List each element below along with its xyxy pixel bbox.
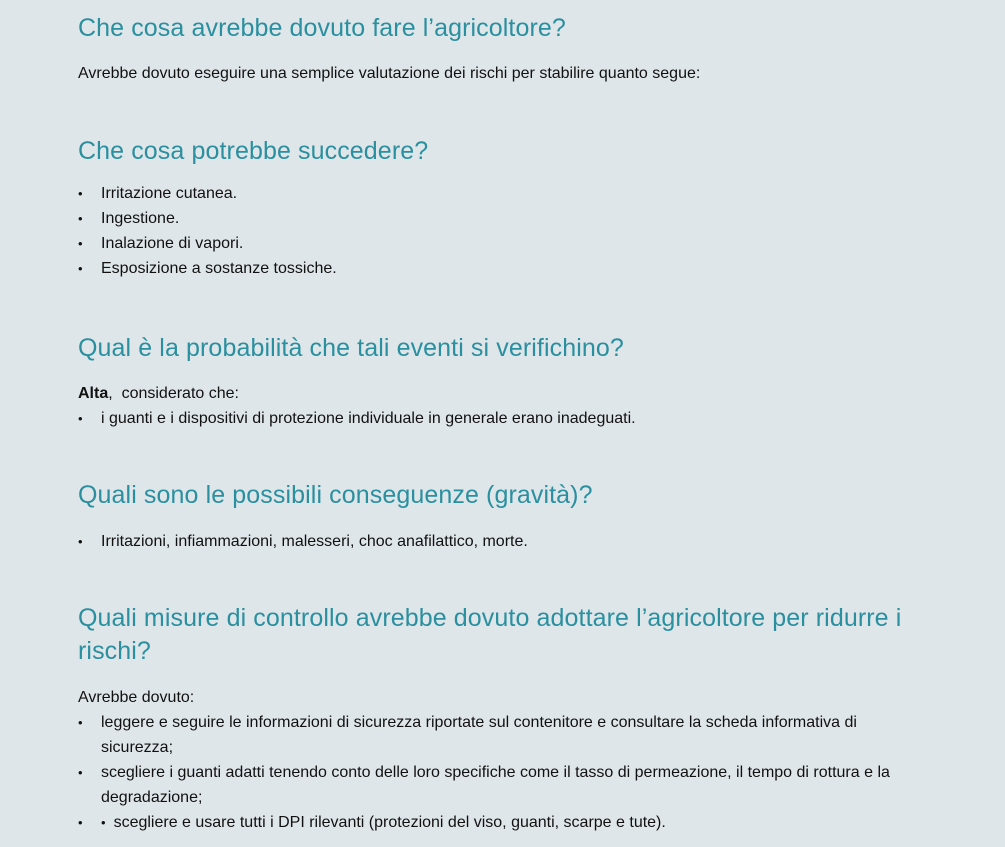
- section-heading: Quali misure di controllo avrebbe dovuto adottare l’agricoltore per ridurre i rischi?: [78, 604, 902, 665]
- probability-lead-rest: , considerato che:: [108, 385, 239, 402]
- probability-lead: [78, 381, 915, 406]
- bullet-list: [78, 406, 915, 431]
- section-control-measures: [78, 602, 915, 835]
- list-item: • Irritazioni, infiammazioni, malesseri, choc anafilattico, morte.: [78, 529, 915, 554]
- section-intro-text: Avrebbe dovuto:: [78, 689, 195, 706]
- list-item-text: scegliere e usare tutti i DPI rilevanti (protezioni del viso, guanti, scarpe e tute).: [113, 814, 666, 831]
- list-item: • scegliere i guanti adatti tenendo conto delle loro specifiche come il tasso di permeazione, il tempo di rottura e la degradazione;: [78, 760, 915, 810]
- section-heading: Quali sono le possibili conseguenze (gravità)?: [78, 481, 593, 509]
- section-heading: Che cosa potrebbe succedere?: [78, 137, 429, 165]
- section-probability: [78, 332, 915, 431]
- nested-bullet: •: [101, 815, 106, 830]
- list-item: • leggere e seguire le informazioni di sicurezza riportate sul contenitore e consultare la scheda informativa di sicurezza;: [78, 710, 915, 760]
- section-intro-text: Avrebbe dovuto eseguire una semplice valutazione dei rischi per stabilire quanto segue:: [78, 65, 701, 82]
- section-consequences: [78, 479, 915, 554]
- list-item: • i guanti e i dispositivi di protezione individuale in generale erano inadeguati.: [78, 406, 915, 431]
- bullet-list: [78, 529, 915, 554]
- section-what-should-farmer-do: [78, 12, 915, 86]
- bullet-list: [78, 181, 915, 281]
- section-what-could-happen: [78, 135, 915, 281]
- list-item: [78, 810, 915, 835]
- section-heading: Che cosa avrebbe dovuto fare l’agricoltore?: [78, 14, 566, 42]
- bullet-list: [78, 710, 915, 835]
- list-item: • Irritazione cutanea.: [78, 181, 915, 206]
- list-item: • Inalazione di vapori.: [78, 231, 915, 256]
- list-item: • Esposizione a sostanze tossiche.: [78, 256, 915, 281]
- section-heading: Qual è la probabilità che tali eventi si verifichino?: [78, 334, 624, 362]
- probability-value: Alta: [78, 385, 109, 402]
- list-item: • Ingestione.: [78, 206, 915, 231]
